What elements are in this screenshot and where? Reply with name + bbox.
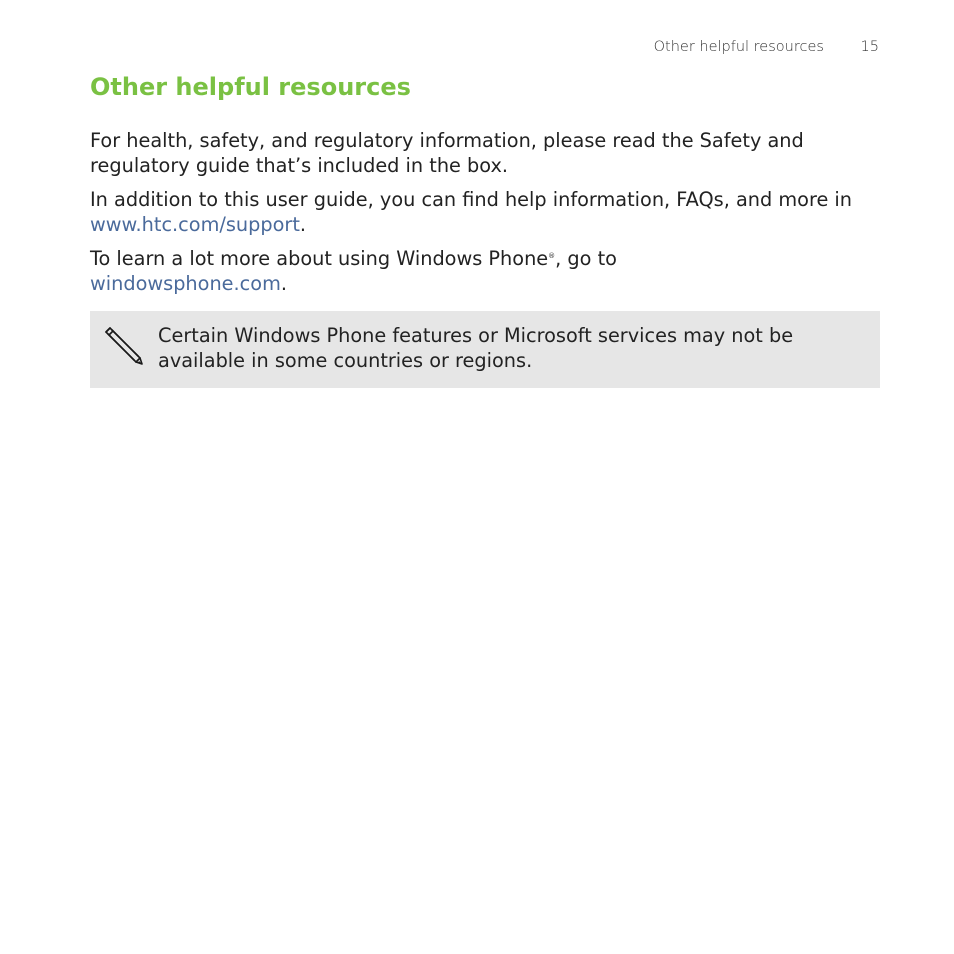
paragraph-windows-phone — [90, 246, 880, 296]
paragraph-support-text: In addition to this user guide, you can find help information, FAQs, and more in — [90, 188, 853, 211]
running-header — [654, 39, 879, 55]
paragraph-support — [90, 187, 880, 237]
paragraph-windows-phone-middle: , go to — [555, 247, 617, 270]
note-text: Certain Windows Phone features or Microsoft services may not be available in some countries or regions. — [158, 324, 794, 372]
page-number: 15 — [860, 39, 879, 55]
windowsphone-link[interactable]: windowsphone.com — [90, 272, 281, 295]
htc-support-link[interactable]: www.htc.com/support — [90, 213, 300, 236]
registered-mark: ® — [548, 252, 556, 260]
paragraph-safety-text: For health, safety, and regulatory information, please read the Safety and regulatory guide that’s included in the box. — [90, 129, 804, 177]
page-title: Other helpful resources — [90, 73, 411, 101]
running-header-section: Other helpful resources — [653, 39, 824, 55]
pencil-icon — [104, 326, 144, 366]
paragraph-support-end: . — [299, 213, 307, 236]
body-content — [90, 128, 880, 305]
paragraph-safety — [90, 128, 880, 178]
paragraph-windows-phone-end: . — [280, 272, 287, 295]
paragraph-windows-phone-text: To learn a lot more about using Windows Phone — [90, 247, 549, 270]
